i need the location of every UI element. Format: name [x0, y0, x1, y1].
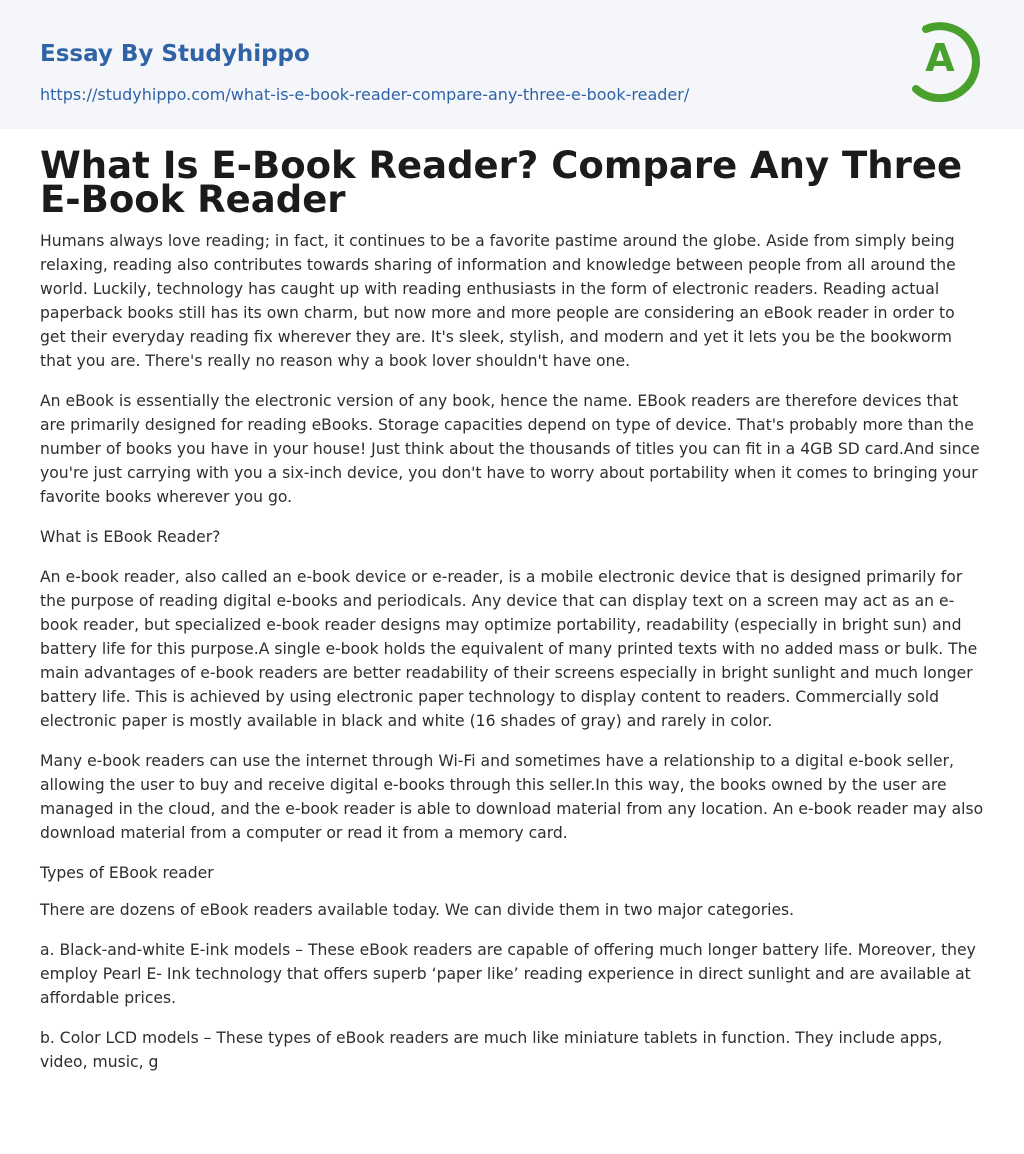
section-heading-what-is: What is EBook Reader? — [40, 528, 221, 546]
paragraph-wifi: Many e-book readers can use the internet through Wi-Fi and sometimes have a relationship to a digital e-book seller, allowing the user to buy and receive digital e-books through this seller.In this way, the books owned by the user are managed in the cloud, and the e-book reader is able to download material from any location. An e-book reader may also download material from a computer or read it from a memory card. — [40, 752, 984, 842]
paragraph-ereader-definition: An e-book reader, also called an e-book device or e-reader, is a mobile electronic device that is designed primarily for the purpose of reading digital e-books and periodicals. Any device that can display text on a screen may act as an e-book reader, but specialized e-book reader designs may optimize portability, readability (especially in bright sun) and battery life for this purpose.A single e-book holds the equivalent of many printed texts with no added mass or bulk. The main advantages of e-book readers are better readability of their screens especially in bright sunlight and much longer battery life. This is achieved by using electronic paper technology to display content to readers. Commercially sold electronic paper is mostly available in black and white (16 shades of gray) and rarely in color. — [40, 568, 978, 730]
paragraph-ebook-definition: An eBook is essentially the electronic version of any book, hence the name. EBook readers are therefore devices that are primarily designed for reading eBooks. Storage capacities depend on type of device. That's probably more than the number of books you have in your house! Just think about the thousands of titles you can fit in a 4GB SD card.And since you're just carrying with you a six-inch device, you don't have to worry about portability when it comes to bringing your favorite books wherever you go. — [40, 392, 980, 506]
paragraph-intro: Humans always love reading; in fact, it continues to be a favorite pastime around the globe. Aside from simply being relaxing, reading also contributes towards sharing of information and knowledge between people from all around the world. Luckily, technology has caught up with reading enthusiasts in the form of electronic readers. Reading actual paperback books still has its own charm, but now more and more people are considering an eBook reader in order to get their everyday reading fix wherever they are. It's sleek, stylish, and modern and yet it lets you be the bookworm that you are. There's really no reason why a book lover shouldn't have one. — [40, 232, 956, 370]
logo-letter: A — [925, 36, 955, 80]
paragraph-eink-models: a. Black-and-white E-ink models – These eBook readers are capable of offering much longer battery life. Moreover, they employ Pearl E- Ink technology that offers superb ‘paper like’ reading experience in direct sunlight and are available at affordable prices. — [40, 941, 976, 1007]
article-body — [40, 229, 984, 1090]
paragraph-lcd-models: b. Color LCD models – These types of eBook readers are much like miniature tablets in function. They include apps, video, music, g — [40, 1029, 943, 1071]
essay-url-link[interactable]: https://studyhippo.com/what-is-e-book-reader-compare-any-three-e-book-reader/ — [40, 85, 690, 104]
section-heading-types: Types of EBook reader — [40, 864, 214, 882]
paragraph-categories: There are dozens of eBook readers available today. We can divide them in two major categories. — [40, 901, 795, 919]
article-title: What Is E-Book Reader? Compare Any Three E-Book Reader — [40, 144, 963, 221]
site-brand[interactable]: Essay By Studyhippo — [40, 41, 310, 67]
